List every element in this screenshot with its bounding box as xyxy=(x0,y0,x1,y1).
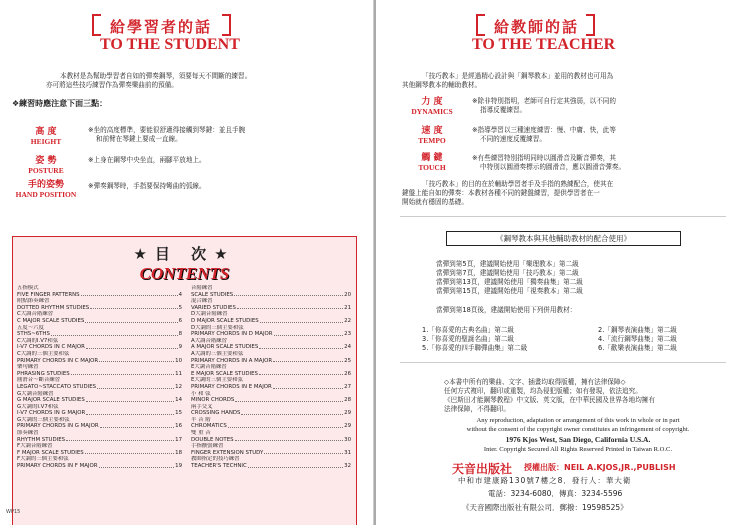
toc-entry-title: F MAJOR SCALE STUDIES xyxy=(17,449,84,456)
toc-entry-page: 27 xyxy=(344,383,351,390)
toc-entry-page: 16 xyxy=(175,423,182,430)
toc-entry xyxy=(191,351,351,358)
toc-entry-title: 附點節奏練習 xyxy=(17,298,50,305)
toc-leader-dots xyxy=(86,410,174,415)
toc-entry-page: 8 xyxy=(178,331,182,338)
divider-bottom xyxy=(400,362,726,363)
student-intro-2: 亦可將這些技巧練習作為彈奏樂曲前的預備。 xyxy=(46,81,178,89)
contents-heading xyxy=(13,243,356,284)
toc-entry-title: G大調的I.V7和弦 xyxy=(17,403,59,410)
toc-leader-dots xyxy=(71,371,174,376)
toc-entry xyxy=(17,391,182,398)
toc-leader-dots xyxy=(99,358,174,363)
toc-entry-title: 半 音 階 xyxy=(191,416,211,423)
toc-leader-dots xyxy=(228,423,343,428)
toc-entry-title: PRIMARY CHORDS IN C MAJOR xyxy=(17,357,99,364)
toc-leader-dots xyxy=(66,437,174,442)
supplement-5: 5.「你喜愛的四手聯彈曲集」第二級 xyxy=(422,344,528,352)
toc-entry xyxy=(191,443,351,450)
usage-line-4: 當彈到第15頁，建議開始使用「視奏教本」第二級 xyxy=(436,287,583,295)
point-tempo-text-1: ※指導學習以三種速度練習：慢、中庸、快，此等 xyxy=(472,126,616,134)
point-tempo-header: 速 度 TEMPO xyxy=(418,126,446,145)
toc-entry-title: DOUBLE NOTES xyxy=(191,436,234,443)
toc-entry xyxy=(191,338,351,345)
contents-title-en: CONTENTS xyxy=(139,264,230,283)
toc-leader-dots xyxy=(51,331,178,336)
toc-entry xyxy=(17,298,182,305)
toc-entry xyxy=(17,292,182,299)
toc-leader-dots xyxy=(248,463,343,468)
supplement-3: 3.「你喜愛的聖誕名曲」第二級 xyxy=(422,335,515,343)
toc-entry xyxy=(17,358,182,365)
page-code: WP15 xyxy=(6,509,21,515)
toc-entry-title: I-V7 CHORDS IN C MAJOR xyxy=(17,344,85,351)
toc-entry xyxy=(191,377,351,384)
teacher-summary-1: 「技巧教本」的目的在於輔助學習者手及手指的熟練配合，使其在 xyxy=(422,180,614,188)
toc-entry xyxy=(17,450,182,457)
toc-entry-title: 雙 重 音 xyxy=(191,430,211,437)
toc-leader-dots xyxy=(85,318,177,323)
toc-leader-dots xyxy=(100,423,175,428)
table-header: 《鋼琴教本與其他輔助教材的配合使用》 xyxy=(446,231,681,246)
usage-line-2: 當彈到第7頁，建議開始使用「技巧教本」第二級 xyxy=(436,269,579,277)
toc-entry xyxy=(17,404,182,411)
toc-leader-dots xyxy=(273,358,343,363)
title-bracket-right xyxy=(586,14,595,36)
supplement-1: 1.「你喜愛的古典名曲」第二級 xyxy=(422,326,515,334)
toc-entry-title: A MAJOR SCALE STUDIES xyxy=(191,344,259,351)
toc-entry-title: 手指擴張練習 xyxy=(191,443,224,450)
toc-entry-page: 24 xyxy=(344,344,351,351)
point-height-text-2: 和前臂在琴鍵上要成一直線。 xyxy=(96,135,182,143)
toc-entry xyxy=(191,311,351,318)
toc-entry xyxy=(191,450,351,457)
teacher-summary-3: 開始就有穩固的基礎。 xyxy=(402,198,468,206)
toc-entry-page: 17 xyxy=(175,436,182,443)
toc-entry-page: 20 xyxy=(344,291,351,298)
student-title-en: TO THE STUDENT xyxy=(100,36,240,53)
toc-entry-page: 4 xyxy=(178,291,182,298)
toc-entry-page: 23 xyxy=(344,331,351,338)
toc-entry xyxy=(191,358,351,365)
toc-entry xyxy=(17,437,182,444)
toc-entry-title: FINGER EXTENSION STUDY xyxy=(191,449,264,456)
publisher-address: 中和市建康路130號7樓之8．發行人：華大衛 xyxy=(458,476,632,485)
toc-entry xyxy=(191,305,351,312)
toc-entry-title: PRIMARY CHORDS IN F MAJOR xyxy=(17,463,98,470)
copyright-en-2: without the consent of the copyright owner constitutes an infringement of copyright. xyxy=(466,426,690,433)
toc-entry-title: 混合練習 xyxy=(191,298,213,305)
usage-last: 當彈到第18頁後，建議開始使用下列併用教材： xyxy=(436,306,577,314)
toc-entry xyxy=(191,423,351,430)
toc-leader-dots xyxy=(241,410,343,415)
toc-entry-title: DOTTED RHYTHM STUDIES xyxy=(17,304,90,311)
toc-entry xyxy=(17,443,182,450)
toc-entry-title: 兩手交叉 xyxy=(191,403,213,410)
point-tempo-text-2: 不同的速度反覆練習。 xyxy=(480,135,546,143)
point-posture-text: ※上身在鋼琴中央坐直，兩腳平放地上。 xyxy=(88,156,206,164)
point-touch-text-1: ※有些練習特別指明同時以圓滑音及斷音彈奏，其 xyxy=(472,154,616,162)
toc-entry xyxy=(17,430,182,437)
toc-entry-page: 31 xyxy=(344,449,351,456)
toc-entry-title: 圓滑音～斷音練習 xyxy=(17,377,61,384)
publisher-name: 天音出版社 xyxy=(452,462,513,476)
toc-entry xyxy=(17,377,182,384)
point-height-header: 高 度 HEIGHT xyxy=(30,127,62,146)
publisher-authorization: 授權出版：NEIL A.KJOS,JR.,PUBLISH xyxy=(524,463,676,472)
toc-leader-dots xyxy=(86,397,174,402)
toc-entry-title: TEACHER'S TECHNIC xyxy=(191,463,247,470)
toc-entry-title: PHRASING STUDIES xyxy=(17,370,70,377)
toc-entry-page: 22 xyxy=(344,317,351,324)
supplement-2: 2.「鋼琴表演曲集」第二級 xyxy=(598,326,677,334)
toc-entry xyxy=(191,371,351,378)
teacher-summary-2: 鍵盤上能自如的彈奏：本教材各種不同的鍵盤練習，提供學習者在一 xyxy=(402,189,600,197)
toc-entry xyxy=(17,417,182,424)
copyright-zh-3: 《巴斯田才能鋼琴教程》中文版、英文版，在中華民國及世界各地均擁有 xyxy=(444,396,655,404)
toc-entry-title: PRIMARY CHORDS IN E MAJOR xyxy=(191,383,272,390)
supplement-6: 6.「歡樂表演曲集」第二級 xyxy=(598,344,677,352)
usage-line-3: 當彈到第13頁，建議開始使用「獨奏曲集」第二級 xyxy=(436,278,583,286)
toc-entry-page: 9 xyxy=(178,344,182,351)
toc-entry-title: C MAJOR SCALE STUDIES xyxy=(17,317,85,324)
publisher-international: 《天音國際出版社有限公司．郵撥：19598525》 xyxy=(462,503,628,512)
toc-leader-dots xyxy=(274,331,344,336)
toc-entry xyxy=(17,423,182,430)
toc-entry-title: C大調的三個主要和弦 xyxy=(17,350,70,357)
toc-entry-title: G MAJOR SCALE STUDIES xyxy=(17,397,85,404)
contents-box xyxy=(12,236,357,525)
toc-leader-dots xyxy=(90,305,177,310)
toc-leader-dots xyxy=(264,450,343,455)
toc-entry-page: 25 xyxy=(344,357,351,364)
toc-entry-title: 五指模式 xyxy=(17,285,39,291)
teacher-title-zh: 給教師的話 xyxy=(494,18,580,36)
toc-entry xyxy=(191,292,351,299)
toc-entry-page: 11 xyxy=(175,370,182,377)
supplement-4: 4.「流行鋼琴曲集」第二級 xyxy=(598,335,677,343)
copyright-zh-1: ◇本書中所有的樂曲、文字、插畫均取得版權，擁有法律保障◇ xyxy=(444,378,626,386)
toc-entry-title: E大調的三個主要和弦 xyxy=(191,377,243,384)
toc-entry xyxy=(17,325,182,332)
toc-entry-title: D MAJOR SCALE STUDIES xyxy=(191,317,259,324)
toc-leader-dots xyxy=(260,318,343,323)
toc-entry xyxy=(191,404,351,411)
toc-entry xyxy=(191,437,351,444)
student-title-zh: 給學習者的話 xyxy=(110,18,213,36)
toc-leader-dots xyxy=(86,344,178,349)
attention-heading: ❖練習時應注意下面三點： xyxy=(12,99,108,108)
point-touch-header: 觸 鍵 TOUCH xyxy=(418,153,446,172)
toc-column-right xyxy=(191,285,351,470)
copyright-en-1: Any reproduction, adaptation or arrangement of this work in whole or in part xyxy=(476,417,680,424)
teacher-intro-2: 其他鋼琴教本的輔助教材。 xyxy=(402,81,482,89)
toc-entry xyxy=(191,410,351,417)
toc-entry-title: C大調音階練習 xyxy=(17,311,54,318)
toc-leader-dots xyxy=(259,344,343,349)
toc-entry-page: 6 xyxy=(178,317,182,324)
toc-entry xyxy=(191,344,351,351)
toc-entry-title: C大調的I.V7和弦 xyxy=(17,337,59,344)
toc-entry-page: 32 xyxy=(344,463,351,470)
toc-entry xyxy=(17,331,182,338)
teacher-title-en: TO THE TEACHER xyxy=(472,36,616,53)
toc-entry-page: 12 xyxy=(175,383,182,390)
toc-entry-page: 29 xyxy=(344,410,351,417)
toc-entry-title: 節奏練習 xyxy=(17,430,39,437)
toc-entry-title: 小 和 弦 xyxy=(191,390,211,397)
toc-entry-title: G大調音階練習 xyxy=(17,390,54,397)
toc-entry xyxy=(17,384,182,391)
toc-entry xyxy=(191,364,351,371)
toc-entry xyxy=(191,331,351,338)
copyright-en-3: 1976 Kjos West, San Diego, California U.S.A. xyxy=(505,435,651,444)
toc-entry-page: 30 xyxy=(344,436,351,443)
toc-entry-title: PRIMARY CHORDS IN G MAJOR xyxy=(17,423,99,430)
toc-entry-title: PRIMARY CHORDS IN D MAJOR xyxy=(191,331,273,338)
toc-entry-title: FIVE FINGER PATTERNS xyxy=(17,291,80,298)
toc-entry xyxy=(191,397,351,404)
toc-entry xyxy=(17,351,182,358)
toc-entry-page: 18 xyxy=(175,449,182,456)
toc-leader-dots xyxy=(235,397,343,402)
toc-entry-title: RHYTHM STUDIES xyxy=(17,436,66,443)
toc-entry-title: VARIED STUDIES xyxy=(191,304,236,311)
toc-entry-title: D大調的三個主要和弦 xyxy=(191,324,244,331)
toc-entry xyxy=(17,371,182,378)
toc-leader-dots xyxy=(259,371,343,376)
copyright-zh-2: 任何方式複印，翻印或重製，均為侵犯版權；如有發現，依法追究。 xyxy=(444,387,642,395)
contents-title-zh: ★目 次★ xyxy=(133,245,236,263)
toc-entry xyxy=(17,364,182,371)
toc-entry-page: 19 xyxy=(175,463,182,470)
toc-leader-dots xyxy=(234,292,343,297)
usage-line-1: 當彈到第5頁，建議開始使用「樂理教本」第二級 xyxy=(436,260,579,268)
toc-leader-dots xyxy=(81,292,178,297)
toc-entry-page: 21 xyxy=(344,304,351,311)
toc-entry-title: 5THS~6THS xyxy=(17,331,50,338)
toc-entry-title: 五度～六度 xyxy=(17,324,44,331)
toc-entry-title: CROSSING HANDS xyxy=(191,410,241,417)
copyright-en-4: Inter. Copyright Secured All Rights Reserved Printed in Taiwan R.O.C. xyxy=(483,446,673,453)
toc-entry-title: F大調的三個主要和弦 xyxy=(17,456,69,463)
toc-entry-page: 26 xyxy=(344,370,351,377)
toc-entry xyxy=(17,305,182,312)
toc-entry-title: 音階練習 xyxy=(191,285,213,291)
toc-entry-title: 教師指定的技巧練習 xyxy=(191,456,240,463)
toc-entry-title: G大調的三個主要和弦 xyxy=(17,416,70,423)
toc-entry xyxy=(17,311,182,318)
toc-entry xyxy=(191,417,351,424)
toc-entry-title: PRIMARY CHORDS IN A MAJOR xyxy=(191,357,273,364)
toc-entry xyxy=(191,318,351,325)
point-posture-header: 姿 勢 POSTURE xyxy=(28,156,64,175)
toc-leader-dots xyxy=(85,450,174,455)
toc-entry-title: SCALE STUDIES xyxy=(191,291,234,298)
title-bracket-left xyxy=(476,14,485,36)
point-hand-text: ※彈奏鋼琴時，手指要保持彎曲的弧線。 xyxy=(88,182,206,190)
toc-entry-page: 15 xyxy=(175,410,182,417)
toc-leader-dots xyxy=(273,384,343,389)
right-page xyxy=(376,0,750,525)
toc-entry xyxy=(191,463,351,470)
toc-entry xyxy=(191,325,351,332)
toc-entry xyxy=(191,285,351,292)
toc-entry xyxy=(191,298,351,305)
toc-entry-page: 10 xyxy=(175,357,182,364)
point-height-text-1: ※坐的高度標準，要能很舒適得接觸到琴鍵：並且手腕 xyxy=(88,126,246,134)
toc-entry xyxy=(191,430,351,437)
toc-entry-title: CHROMATICS xyxy=(191,423,227,430)
toc-entry-title: LEGATO~STACCATO STUDIES xyxy=(17,383,97,390)
toc-entry-title: I-V7 CHORDS IN G MAJOR xyxy=(17,410,86,417)
copyright-zh-4: 法律保障，不得翻印。 xyxy=(444,405,510,413)
toc-entry-page: 28 xyxy=(344,397,351,404)
student-intro-1: 本教材是為幫助學習者自如的彈奏鋼琴，須要每天不間斷的練習。 xyxy=(60,72,252,80)
toc-entry xyxy=(17,285,182,292)
toc-entry-title: MINOR CHORDS xyxy=(191,397,235,404)
left-page xyxy=(0,0,374,525)
toc-entry xyxy=(17,456,182,463)
toc-entry-page: 14 xyxy=(175,397,182,404)
publisher-phone: 電話：3234-6080．傳真：3234-5596 xyxy=(488,489,623,498)
toc-leader-dots xyxy=(97,384,174,389)
toc-entry-title: E大調音階練習 xyxy=(191,364,227,371)
toc-entry-title: 樂句練習 xyxy=(17,364,39,371)
teacher-intro-1: 「技巧教本」是經過精心設計與「鋼琴教本」並用的教材也可用為 xyxy=(422,72,614,80)
toc-entry xyxy=(17,338,182,345)
toc-column-left xyxy=(17,285,182,470)
toc-entry xyxy=(17,344,182,351)
toc-leader-dots xyxy=(99,463,175,468)
point-dynamics-text-2: 指導反覆練習。 xyxy=(480,106,527,114)
toc-entry-title: A大調音階練習 xyxy=(191,337,228,344)
divider-top xyxy=(400,216,726,217)
toc-entry xyxy=(17,410,182,417)
point-dynamics-header: 力 度 DYNAMICS xyxy=(411,97,453,116)
toc-leader-dots xyxy=(237,305,343,310)
point-dynamics-text-1: ※除非特別指明，老師可自行定其強弱，以不同的 xyxy=(472,97,616,105)
toc-entry-page: 5 xyxy=(178,304,182,311)
toc-entry-title: E MAJOR SCALE STUDIES xyxy=(191,370,258,377)
toc-leader-dots xyxy=(235,437,344,442)
title-bracket-right xyxy=(222,14,231,36)
toc-entry-title: A大調的三個主要和弦 xyxy=(191,350,244,357)
point-touch-text-2: 中特別以圓滑奏標示的圓滑音，應以圓滑音彈奏。 xyxy=(480,163,626,171)
point-hand-header: 手的姿勢 HAND POSITION xyxy=(15,180,77,199)
toc-entry xyxy=(17,463,182,470)
toc-entry xyxy=(191,391,351,398)
toc-entry xyxy=(191,456,351,463)
toc-entry-title: F大調音階練習 xyxy=(17,443,53,450)
toc-entry-page: 29 xyxy=(344,423,351,430)
toc-entry xyxy=(17,397,182,404)
toc-entry-title: D大調音階練習 xyxy=(191,311,228,318)
toc-entry xyxy=(191,384,351,391)
toc-entry xyxy=(17,318,182,325)
title-bracket-left xyxy=(92,14,101,36)
